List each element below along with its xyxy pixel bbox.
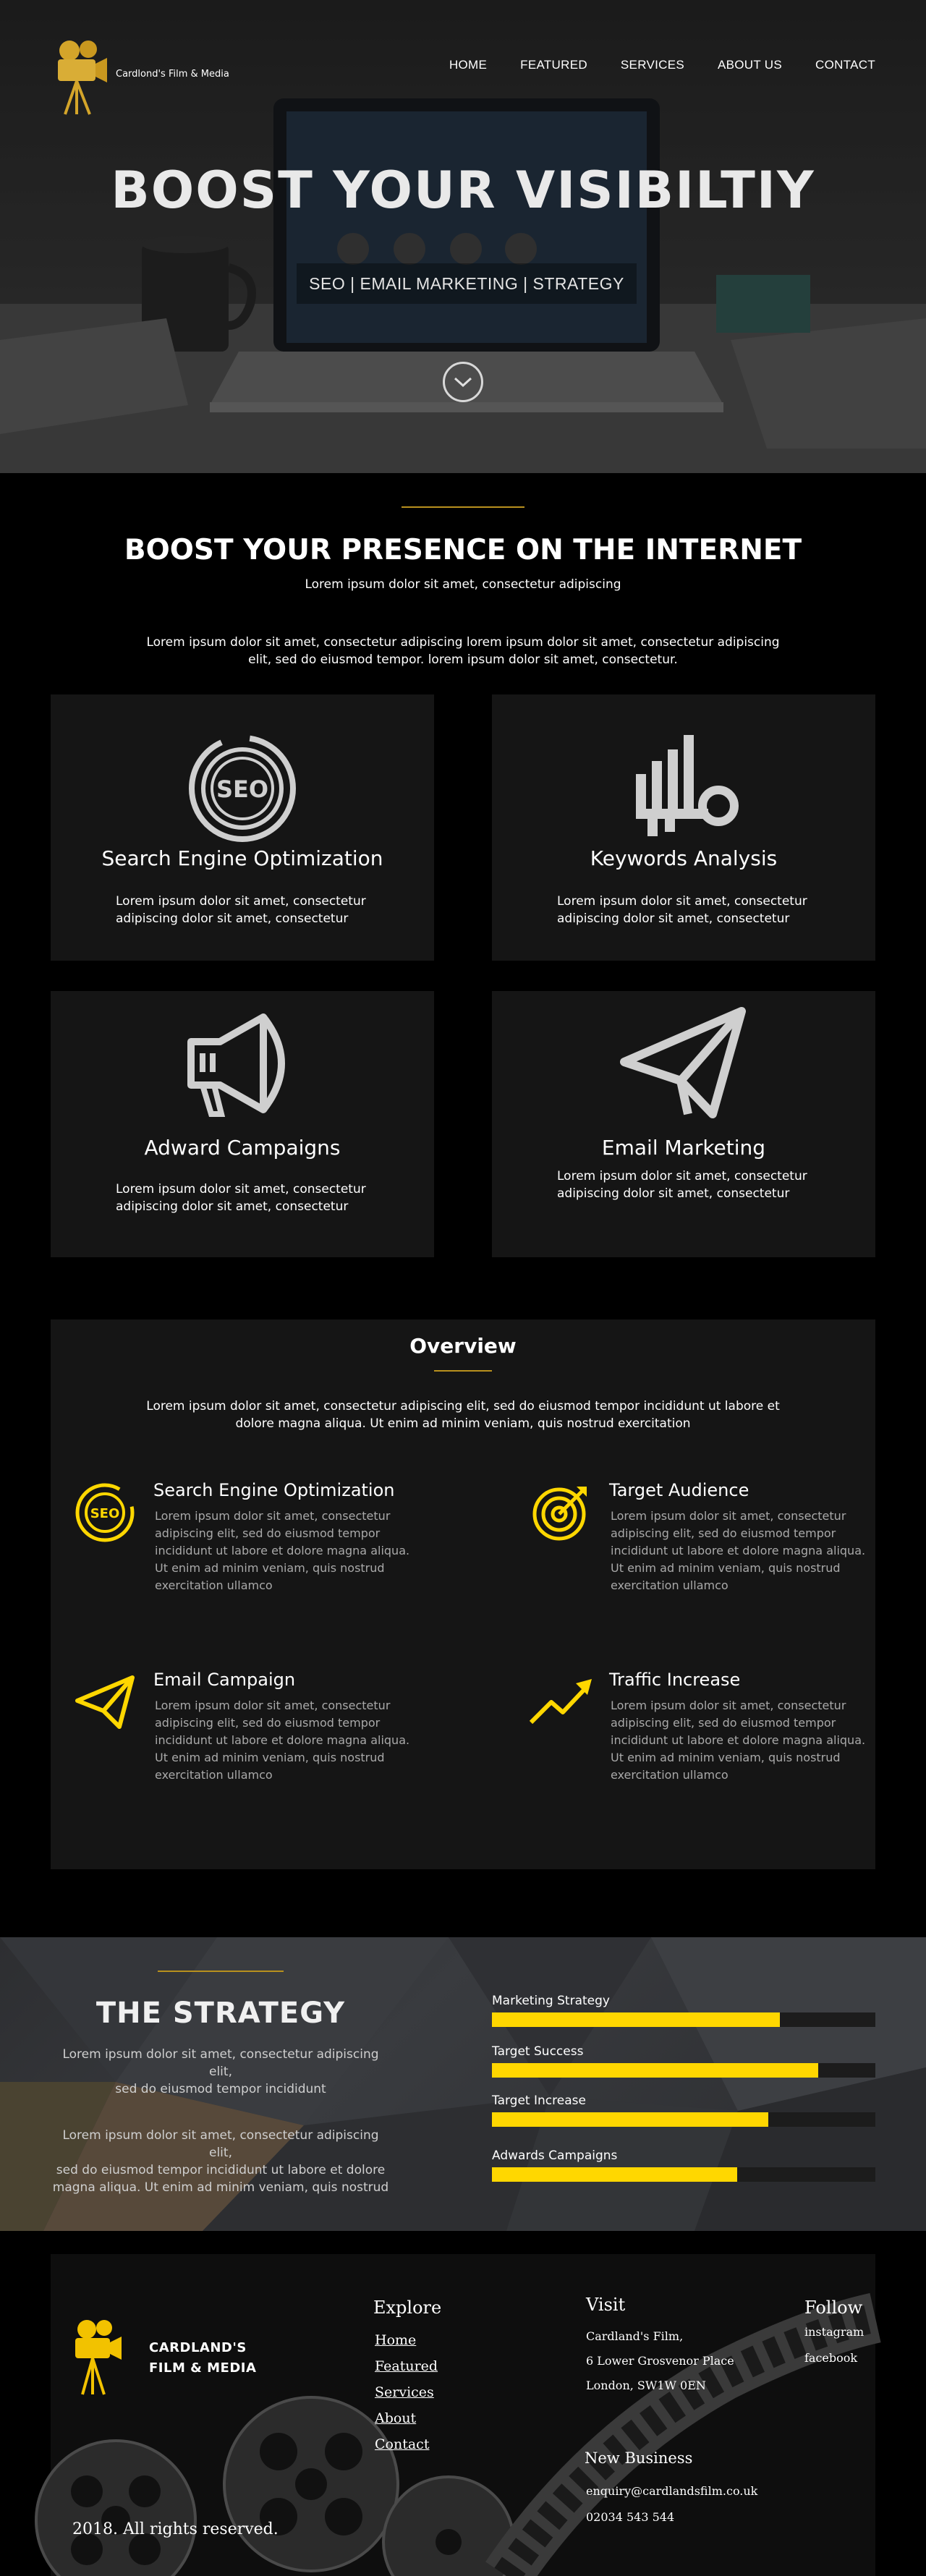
footer-email-link[interactable]: enquiry@cardlandsfilm.co.uk [586,2484,758,2498]
strategy-title: THE STRATEGY [95,1997,346,2030]
paper-plane-icon-wrap [492,1006,875,1121]
svg-text:SEO: SEO [216,775,269,803]
feature-line: exercitation ullamco [611,1768,729,1782]
service-line: adipiscing dolor sit amet, consectetur [116,1199,349,1214]
nav-featured[interactable]: FEATURED [520,58,587,72]
strategy-paragraph [51,2127,391,2196]
hero-subtitle-box [297,263,637,304]
service-card-seo[interactable] [51,694,434,961]
progress-fill [492,2063,818,2078]
footer-link-home[interactable]: Home [375,2332,417,2348]
feature-title: Target Audience [609,1480,749,1500]
logo-text: Cardlond's Film & Media [116,68,229,80]
progress-marketing-strategy [492,1994,875,2027]
overview-section [51,1319,875,1869]
service-description [557,893,810,927]
presence-description-line: elit, sed do eiusmod tempor. lorem ipsum dolor sit amet, consectetur. [248,652,678,667]
nav-home[interactable]: HOME [449,58,488,72]
progress-track [492,2112,875,2127]
service-description [116,893,369,927]
feature-line: exercitation ullamco [155,1578,273,1592]
feature-line: Ut enim ad minim veniam, quis nostrud [155,1751,385,1764]
progress-fill [492,2112,768,2127]
feature-line: adipiscing elit, sed do eiusmod tempor [611,1526,836,1540]
strategy-paragraph [51,2046,391,2098]
feature-icon-wrap [528,1670,593,1735]
service-card-adward[interactable] [51,991,434,1257]
footer-new-business-heading: New Business [585,2449,693,2467]
feature-line: incididunt ut labore et dolore magna aliqua. [611,1733,866,1747]
feature-description [155,1697,415,1784]
strategy-line: magna aliqua. Ut enim ad minim veniam, quis nostrud [52,2180,389,2195]
feature-icon-wrap [72,1670,137,1735]
overview-title: Overview [409,1334,517,1358]
feature-description [611,1697,871,1784]
feature-line: adipiscing elit, sed do eiusmod tempor [155,1716,381,1730]
progress-track [492,2063,875,2078]
service-line: Lorem ipsum dolor sit amet, consectetur [116,1182,366,1196]
main-nav [449,58,875,72]
nav-contact[interactable]: CONTACT [815,58,875,72]
strategy-line: Lorem ipsum dolor sit amet, consectetur adipiscing elit, [62,2047,379,2079]
scroll-down-button[interactable] [443,362,483,402]
progress-label: Marketing Strategy [492,1994,610,2008]
footer-link-services[interactable]: Services [375,2384,434,2400]
progress-label: Target Increase [492,2093,586,2108]
site-logo[interactable] [51,38,229,117]
feature-line: incididunt ut labore et dolore magna aliqua. [155,1733,410,1747]
progress-label: Target Success [492,2044,584,2059]
strategy-line: Lorem ipsum dolor sit amet, consectetur adipiscing elit, [62,2128,379,2160]
strategy-section [0,1937,926,2231]
footer-link-contact[interactable]: Contact [375,2436,430,2452]
overview-description [137,1398,789,1432]
copyright-text: 2018. All rights reserved. [72,2520,279,2538]
feature-line: incididunt ut labore et dolore magna aliqua. [155,1544,410,1557]
service-description [557,1168,810,1202]
feature-line: incididunt ut labore et dolore magna aliqua. [611,1544,866,1557]
service-line: Lorem ipsum dolor sit amet, consectetur [116,894,366,909]
section-divider [402,506,524,508]
trend-up-icon [528,1672,593,1733]
feature-line: Lorem ipsum dolor sit amet, consectetur [155,1699,391,1712]
site-footer [0,2231,926,2576]
feature-line: Ut enim ad minim veniam, quis nostrud [611,1751,841,1764]
feature-line: Lorem ipsum dolor sit amet, consectetur [611,1509,846,1523]
megaphone-icon [181,1006,304,1121]
service-description [116,1181,369,1215]
footer-logo-line: FILM & MEDIA [149,2360,257,2376]
overview-description-line: dolore magna aliqua. Ut enim ad minim veniam, quis nostrud exercitation [235,1416,691,1431]
key-bars-icon [626,731,742,839]
feature-description [155,1508,415,1594]
presence-title: BOOST YOUR PRESENCE ON THE INTERNET [124,534,802,566]
hero-subtitle: SEO | EMAIL MARKETING | STRATEGY [309,273,624,293]
feature-title: Search Engine Optimization [153,1480,395,1500]
service-title: Adward Campaigns [144,1136,341,1160]
paper-plane-icon [75,1672,135,1733]
service-line: adipiscing dolor sit amet, consectetur [557,1186,790,1201]
presence-description-line: Lorem ipsum dolor sit amet, consectetur adipiscing lorem ipsum dolor sit amet, consectetur adipiscing [146,635,780,650]
footer-phone-link[interactable]: 02034 543 544 [586,2510,675,2524]
seo-badge-icon [184,731,300,846]
footer-address-line: 6 Lower Grosvenor Place [586,2354,734,2368]
target-icon [530,1482,591,1543]
progress-adwards-campaigns [492,2148,875,2182]
footer-logo-text [149,2338,256,2379]
progress-fill [492,2167,737,2182]
footer-link-featured[interactable]: Featured [375,2358,438,2374]
feature-line: Lorem ipsum dolor sit amet, consectetur [155,1509,391,1523]
paper-plane-icon [619,1006,749,1121]
presence-description [145,634,781,668]
seo-circle-icon [75,1482,135,1543]
service-title: Search Engine Optimization [101,846,383,870]
feature-icon-wrap [528,1480,593,1545]
footer-link-instagram[interactable]: instagram [804,2325,865,2339]
feature-line: exercitation ullamco [611,1578,729,1592]
feature-icon-wrap [72,1480,137,1545]
progress-target-increase [492,2093,875,2127]
hero-title: BOOST YOUR VISIBILTIY [111,161,815,220]
progress-target-success [492,2044,875,2078]
seo-badge-icon-wrap [51,731,434,846]
service-card-email[interactable] [492,991,875,1257]
footer-address-line: Cardland's Film, [586,2329,684,2343]
service-card-keywords[interactable] [492,694,875,961]
overview-description-line: Lorem ipsum dolor sit amet, consectetur adipiscing elit, sed do eiusmod tempor incididunt ut labore et [146,1399,780,1414]
service-line: adipiscing dolor sit amet, consectetur [557,911,790,926]
footer-link-about[interactable]: About [375,2410,417,2426]
feature-title: Email Campaign [153,1670,296,1690]
film-camera-logo-icon [69,2318,123,2397]
feature-line: Lorem ipsum dolor sit amet, consectetur [611,1699,846,1712]
progress-track [492,2012,875,2027]
nav-services[interactable]: SERVICES [620,58,684,72]
progress-fill [492,2012,780,2027]
service-line: adipiscing dolor sit amet, consectetur [116,911,349,926]
footer-follow-heading: Follow [804,2297,863,2318]
feature-line: exercitation ullamco [155,1768,273,1782]
presence-subtitle: Lorem ipsum dolor sit amet, consectetur adipiscing [305,577,621,592]
key-bars-icon-wrap [492,731,875,839]
hero-section [0,0,926,473]
chevron-down-icon [452,375,474,389]
feature-line: adipiscing elit, sed do eiusmod tempor [155,1526,381,1540]
feature-line: Ut enim ad minim veniam, quis nostrud [611,1561,841,1575]
service-title: Email Marketing [601,1136,766,1160]
service-line: Lorem ipsum dolor sit amet, consectetur [557,1169,807,1183]
service-title: Keywords Analysis [590,846,778,870]
footer-explore-heading: Explore [373,2297,442,2318]
strategy-divider [158,1971,284,1972]
progress-track [492,2167,875,2182]
film-camera-logo-icon [51,38,109,117]
strategy-line: sed do eiusmod tempor incididunt ut labore et dolore [56,2163,386,2177]
nav-about-us[interactable]: ABOUT US [718,58,782,72]
feature-title: Traffic Increase [609,1670,741,1690]
footer-logo-line: CARDLAND'S [149,2340,247,2355]
footer-link-facebook[interactable]: facebook [804,2351,858,2365]
overview-divider [434,1370,492,1372]
footer-address-line: London, SW1W 0EN [586,2379,706,2392]
feature-description [611,1508,871,1594]
strategy-line: sed do eiusmod tempor incididunt [115,2082,326,2096]
progress-label: Adwards Campaigns [492,2148,618,2163]
megaphone-icon-wrap [51,1006,434,1121]
service-line: Lorem ipsum dolor sit amet, consectetur [557,894,807,909]
feature-line: Ut enim ad minim veniam, quis nostrud [155,1561,385,1575]
footer-visit-heading: Visit [586,2295,626,2315]
svg-text:SEO: SEO [90,1506,120,1521]
feature-line: adipiscing elit, sed do eiusmod tempor [611,1716,836,1730]
